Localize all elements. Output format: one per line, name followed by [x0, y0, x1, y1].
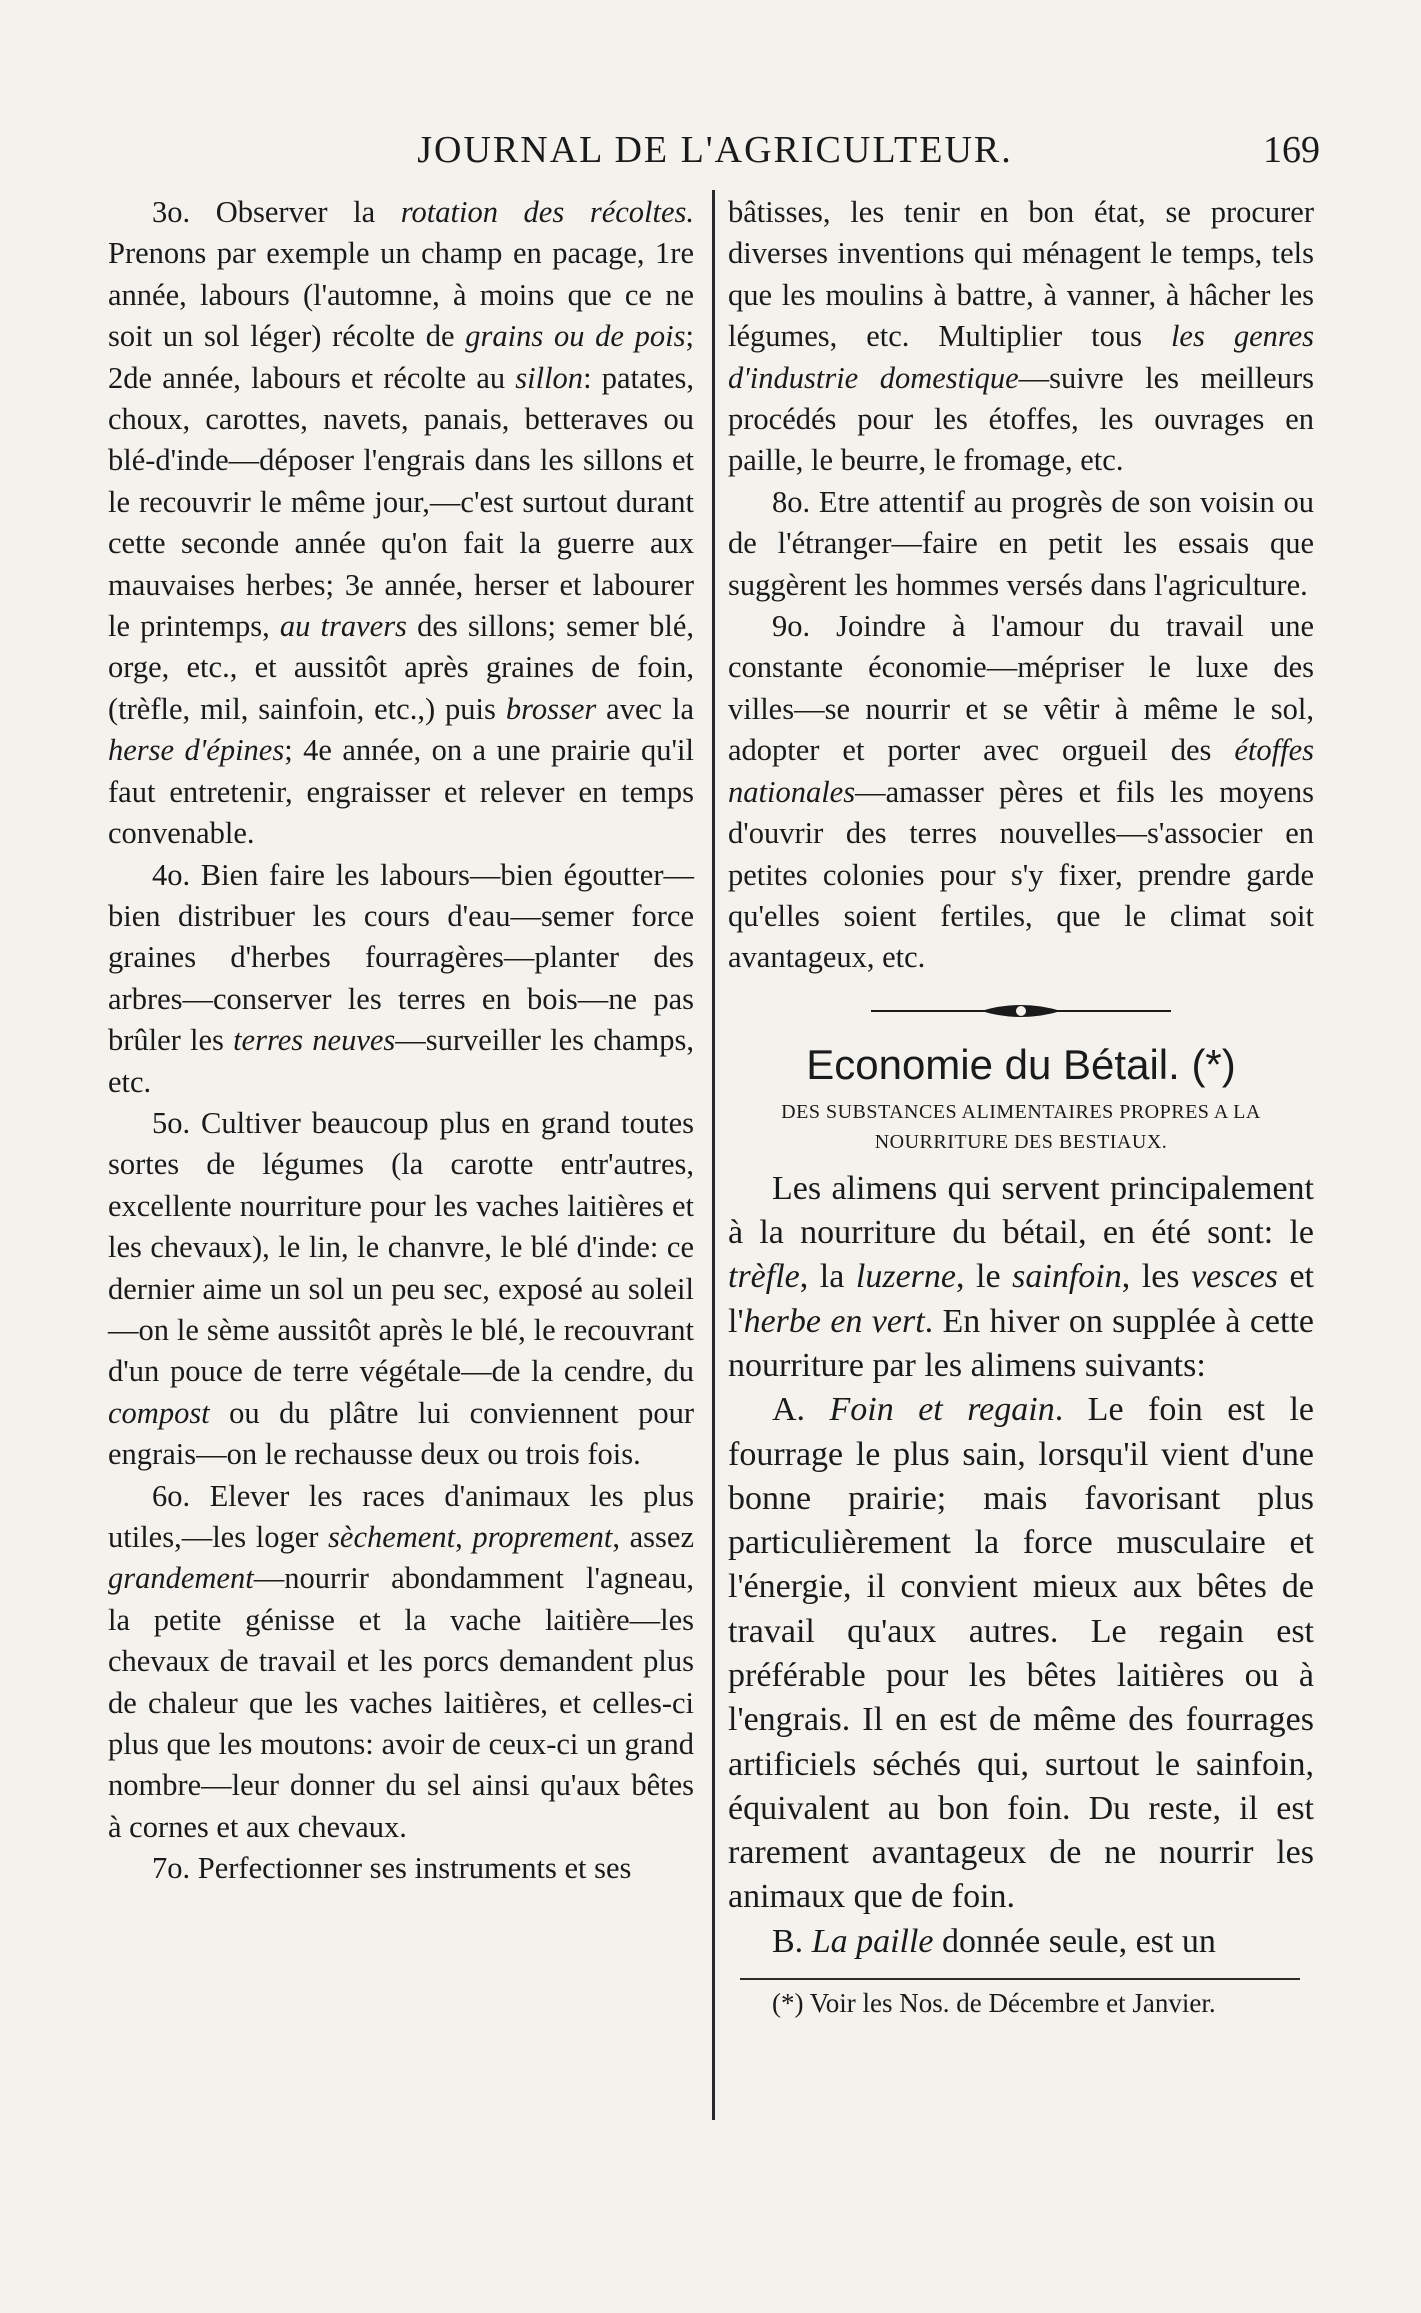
paragraph-foin: A. Foin et regain. Le foin est le fourrage le plus sain, lorsqu'il vient d'une bonne prairie; mais favorisant plus particulièrement la force musculaire et l'énergie, il convient mieux aux bêtes de travail qu'aux autres. Le regain est préférable pour les bêtes laitières ou à l'engrais. Il en est de même des fourrages artificiels séchés qui, surtout le sainfoin, équivalent au bon foin. Du reste, il est rarement avantageux de ne nourrir les animaux que de foin. — [728, 1391, 1315, 1916]
column-divider — [712, 190, 715, 2120]
paragraph-4: 4o. Bien faire les labours—bien égoutter—bien distribuer les cours d'eau—semer force graines d'herbes fourragères—planter des arbres—conserver les terres en bois—ne pas brûler les terres neuves—surveiller les champs, etc. — [108, 857, 694, 1099]
journal-title: JOURNAL DE L'AGRICULTEUR. — [417, 129, 1013, 171]
paragraph-alimens: Les alimens qui servent principalement à la nourriture du bétail, en été sont: le trèfle, la luzerne, le sainfoin, les vesces et l'herbe en vert. En hiver on supplée à cette nourriture par les alimens suivants: — [728, 1169, 1314, 1384]
betail-body — [728, 1167, 1314, 1964]
section-subtitle: DES SUBSTANCES ALIMENTAIRES PROPRES A LA NOURRITURE DES BESTIAUX. — [781, 1100, 1261, 1153]
page-number: 169 — [1263, 129, 1320, 171]
running-header — [110, 128, 1320, 184]
right-column — [728, 192, 1314, 2020]
paragraph-paille: B. La paille donnée seule, est un — [772, 1922, 1216, 1960]
paragraph-8: 8o. Etre attentif au progrès de son voisin ou de l'étranger—faire en petit les essais que suggèrent les hommes versés dans l'agriculture. — [728, 484, 1314, 602]
paragraph-5: 5o. Cultiver beaucoup plus en grand toutes sortes de légumes (la carotte entr'autres, excellente nourriture pour les vaches laitières et les chevaux), le lin, le chanvre, le blé d'inde: ce dernier aime un sol un peu sec, exposé au soleil—on le sème aussitôt après le blé, le recouvrant d'un pouce de terre végétale—de la cendre, du compost ou du plâtre lui conviennent pour engrais—on le rechausse deux ou trois fois. — [108, 1105, 694, 1472]
paragraph-7: 7o. Perfectionner ses instruments et ses — [152, 1851, 632, 1886]
section-ornament — [728, 999, 1314, 1029]
footnote: (*) Voir les Nos. de Décembre et Janvier. — [772, 1988, 1216, 2019]
footnote-rule — [740, 1978, 1300, 1980]
paragraph-6: 6o. Elever les races d'animaux les plus utiles,—les loger sèchement, proprement, assez grandement—nourrir abondamment l'agneau, la petite génisse et la vache laitière—les chevaux de travail et les porcs demandent plus de chaleur que les vaches laitières, et celles-ci plus que les moutons: avoir de ceux-ci un grand nombre—leur donner du sel ainsi qu'aux bêtes à cornes et aux chevaux. — [108, 1478, 694, 1844]
paragraph-9: 9o. Joindre à l'amour du travail une constante économie—mépriser le luxe des villes—se nourrir et se vêtir à même le sol, adopter et porter avec orgueil des étoffes nationales—amasser pères et fils les moyens d'ouvrir des terres nouvelles—s'associer en petites colonies pour s'y fixer, prendre garde qu'elles soient fertiles, que le climat soit avantageux, etc. — [728, 609, 1314, 975]
section-title: Economie du Bétail. (*) — [806, 1040, 1236, 1088]
paragraph-7-continued: bâtisses, les tenir en bon état, se procurer diverses inventions qui ménagent le temps, tels que les moulins à battre, à vanner, à hâcher les légumes, etc. Multiplier tous les genres d'industrie domestique—suivre les meilleurs procédés pour les étoffes, les ouvrages en paille, le beurre, le fromage, etc. — [728, 195, 1315, 478]
ornament-rule-icon — [871, 999, 1171, 1023]
left-column — [108, 192, 694, 1890]
paragraph-3: 3o. Observer la rotation des récoltes. Prenons par exemple un champ en pacage, 1re année, labours (l'automne, à moins que ce ne soit un sol léger) récolte de grains ou de pois; 2de année, labours et récolte au sillon: patates, choux, carottes, navets, panais, betteraves ou blé-d'inde—déposer l'engrais dans les sillons et le recouvrir le même jour,—c'est surtout durant cette seconde année qu'on fait la guerre aux mauvaises herbes; 3e année, herser et labourer le printemps, au travers des sillons; semer blé, orge, etc., et aussitôt après graines de foin, (trèfle, mil, sainfoin, etc.,) puis brosser avec la herse d'épines; 4e année, on a une prairie qu'il faut entretenir, engraisser et relever en temps convenable. — [108, 195, 695, 851]
